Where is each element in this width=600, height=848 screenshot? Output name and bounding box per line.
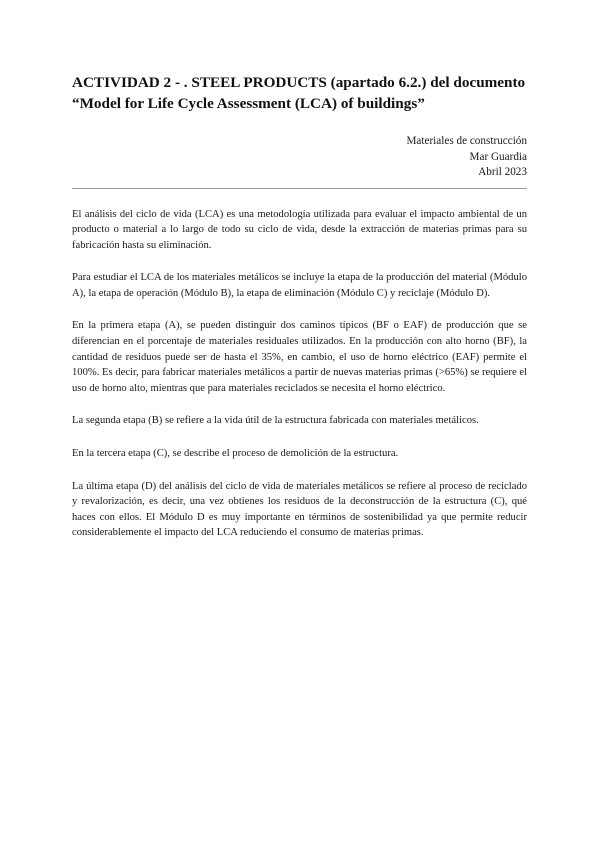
title-line-2: “Model for Life Cycle Assessment (LCA) of buildings” [72, 95, 425, 112]
document-body [72, 207, 527, 542]
title-line-1: ACTIVIDAD 2 - . STEEL PRODUCTS (apartado 6.2.) del documento [72, 74, 526, 91]
meta-subject: Materiales de construcción [406, 135, 527, 147]
document-meta [72, 134, 527, 181]
meta-date: Abril 2023 [478, 166, 527, 178]
paragraph-modules: Para estudiar el LCA de los materiales metálicos se incluye la etapa de la producción del material (Módulo A), la etapa de operación (Módulo B), la etapa de eliminación (Módulo C) y reciclaje (Módulo D). [72, 272, 527, 299]
paragraph-intro: El análisis del ciclo de vida (LCA) es una metodología utilizada para evaluar el impacto ambiental de un producto o material a lo largo de todo su ciclo de vida, desde la extracción de materias primas para su fabricación hasta su eliminación. [72, 208, 527, 251]
paragraph-stage-b: La segunda etapa (B) se refiere a la vida útil de la estructura fabricada con materiales metálicos. [72, 415, 479, 427]
divider [72, 188, 527, 189]
document-title [72, 72, 527, 114]
paragraph-stage-c: En la tercera etapa (C), se describe el proceso de demolición de la estructura. [72, 448, 399, 460]
document-page [72, 72, 527, 558]
paragraph-stage-d: La última etapa (D) del análisis del ciclo de vida de materiales metálicos se refiere al proceso de reciclado y revalorización, es decir, una vez obtienes los residuos de la deconstrucción de la estructura (C), qué haces con ellos. El Módulo D es muy importante en términos de sostenibilidad ya que permite reducir considerablemente el impacto del LCA reduciendo el consumo de materias primas. [72, 480, 527, 539]
meta-author: Mar Guardia [469, 150, 527, 163]
paragraph-stage-a: En la primera etapa (A), se pueden distinguir dos caminos típicos (BF o EAF) de producción que se diferencian en el porcentaje de materiales residuales utilizados. En la producción con alto horno (BF), la cantidad de residuos puede ser de hasta el 35%, en cambio, el uso de horno eléctrico (EAF) permite el 100%. Es decir, para fabricar materiales metálicos a partir de nuevas materias primas (>65%) se requiere el uso de horno alto, mientras que para materiales reciclados se necesita el horno eléctrico. [72, 320, 527, 394]
